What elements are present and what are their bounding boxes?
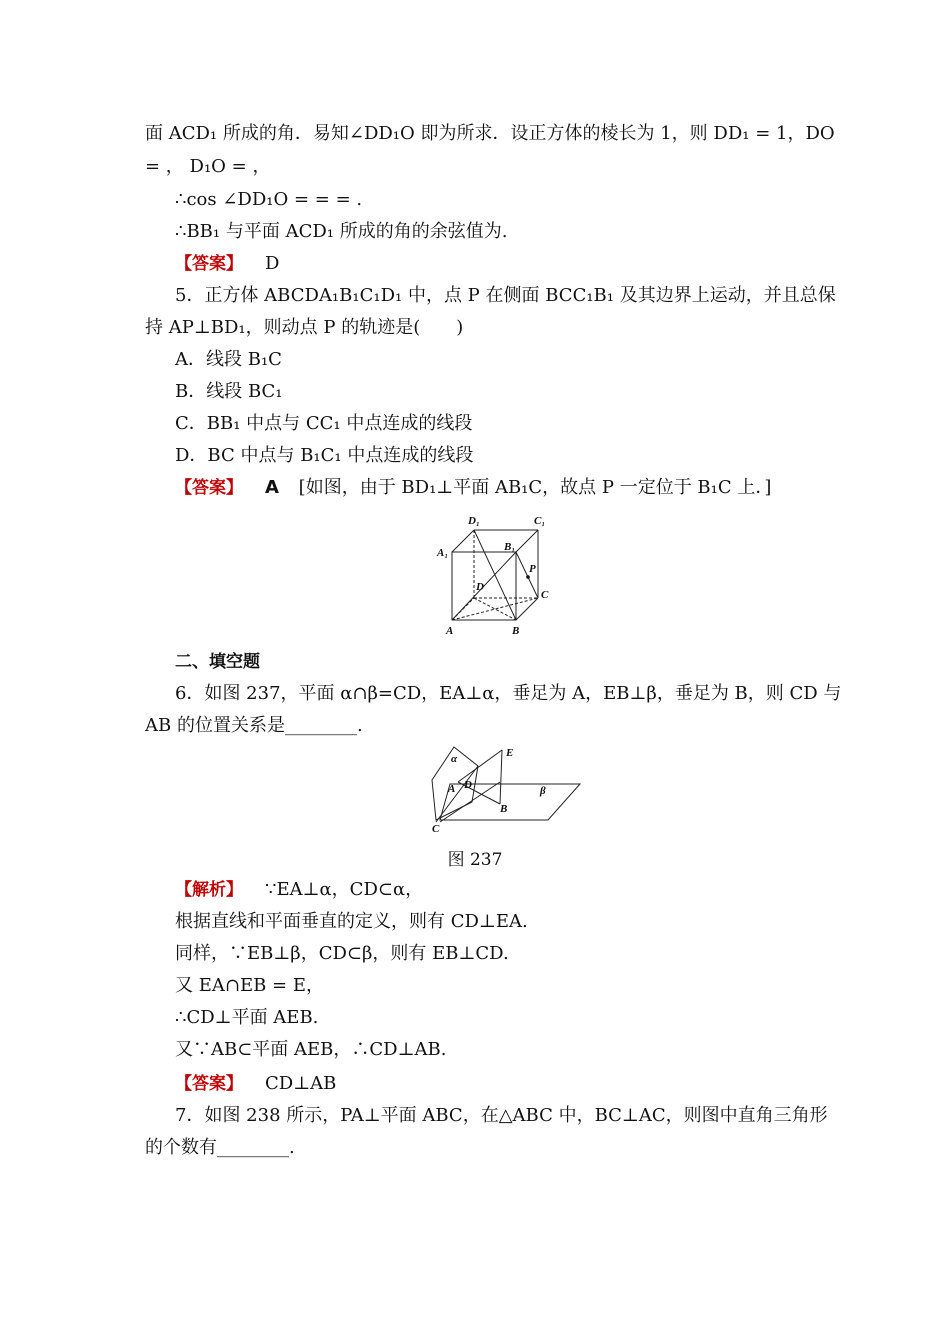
- analysis-line: 又 EA∩EB = E，: [175, 975, 324, 996]
- label-d: D: [464, 779, 472, 791]
- label-d: D: [476, 581, 484, 593]
- label-a: A: [448, 783, 456, 795]
- analysis-line: 根据直线和平面垂直的定义，则有 CD⊥EA.: [175, 911, 528, 932]
- label-b: B: [512, 625, 520, 637]
- option-d: D．BC 中点与 B₁C₁ 中点连成的线段: [175, 445, 474, 466]
- analysis-line: [175, 878, 423, 902]
- answer-tag: 【答案】: [175, 478, 243, 498]
- question-7-line: 的个数有________.: [145, 1137, 295, 1158]
- label-alpha: α: [451, 753, 458, 765]
- text-line: 面 ACD₁ 所成的角．易知∠DD₁O 即为所求．设正方体的棱长为 1，则 DD₁ = 1，DO: [145, 123, 835, 144]
- analysis-line: 又∵AB⊂平面 AEB，∴CD⊥AB.: [175, 1039, 447, 1060]
- answer-value: CD⊥AB: [265, 1073, 337, 1094]
- option-c: C．BB₁ 中点与 CC₁ 中点连成的线段: [175, 413, 473, 434]
- answer-line: [175, 476, 771, 500]
- figure-237: [420, 742, 590, 837]
- label-d1: D₁: [468, 515, 480, 527]
- label-e: E: [506, 747, 514, 759]
- label-p: P: [529, 563, 536, 575]
- cube-figure: [430, 510, 560, 640]
- label-a1: A₁: [437, 547, 449, 559]
- figure-caption: 图 237: [447, 850, 503, 870]
- analysis-text: ∵EA⊥α，CD⊂α，: [265, 879, 424, 900]
- label-c: C: [541, 589, 549, 601]
- answer-line: [175, 252, 279, 276]
- section-heading: 二、填空题: [175, 652, 260, 672]
- answer-letter: A: [265, 477, 279, 498]
- question-6-line: 6．如图 237，平面 α∩β=CD，EA⊥α，垂足为 A，EB⊥β，垂足为 B，则 CD 与: [175, 683, 842, 704]
- label-c1: C₁: [534, 515, 546, 527]
- label-beta: β: [540, 785, 546, 797]
- answer-tag: 【答案】: [175, 1074, 243, 1094]
- text-line: ∴BB₁ 与平面 ACD₁ 所成的角的余弦值为.: [175, 221, 508, 242]
- point-p: [526, 575, 530, 579]
- answer-value: D: [265, 253, 280, 274]
- text-line: = ， D₁O = ，: [145, 156, 271, 177]
- question-5-line: 5．正方体 ABCDA₁B₁C₁D₁ 中，点 P 在侧面 BCC₁B₁ 及其边界上运动，并且总保: [175, 285, 836, 306]
- question-7-line: 7．如图 238 所示，PA⊥平面 ABC，在△ABC 中，BC⊥AC，则图中直角三角形: [175, 1105, 828, 1126]
- option-b: B．线段 BC₁: [175, 381, 283, 402]
- text-line: ∴cos ∠DD₁O = = = .: [175, 189, 363, 210]
- label-b1: B₁: [504, 541, 516, 553]
- analysis-line: 同样，∵EB⊥β，CD⊂β，则有 EB⊥CD.: [175, 943, 509, 964]
- question-5-line: 持 AP⊥BD₁，则动点 P 的轨迹是( ): [145, 317, 464, 338]
- label-a: A: [446, 625, 454, 637]
- label-b: B: [500, 803, 508, 815]
- option-a: A．线段 B₁C: [175, 349, 282, 370]
- analysis-line: ∴CD⊥平面 AEB.: [175, 1007, 319, 1028]
- answer-tag: 【答案】: [175, 254, 243, 274]
- answer-explanation: [如图，由于 BD₁⊥平面 AB₁C，故点 P 一定位于 B₁C 上．]: [298, 477, 772, 498]
- question-6-line: AB 的位置关系是________.: [145, 715, 363, 736]
- answer-line: [175, 1072, 336, 1096]
- analysis-tag: 【解析】: [175, 880, 243, 900]
- label-c: C: [432, 823, 440, 835]
